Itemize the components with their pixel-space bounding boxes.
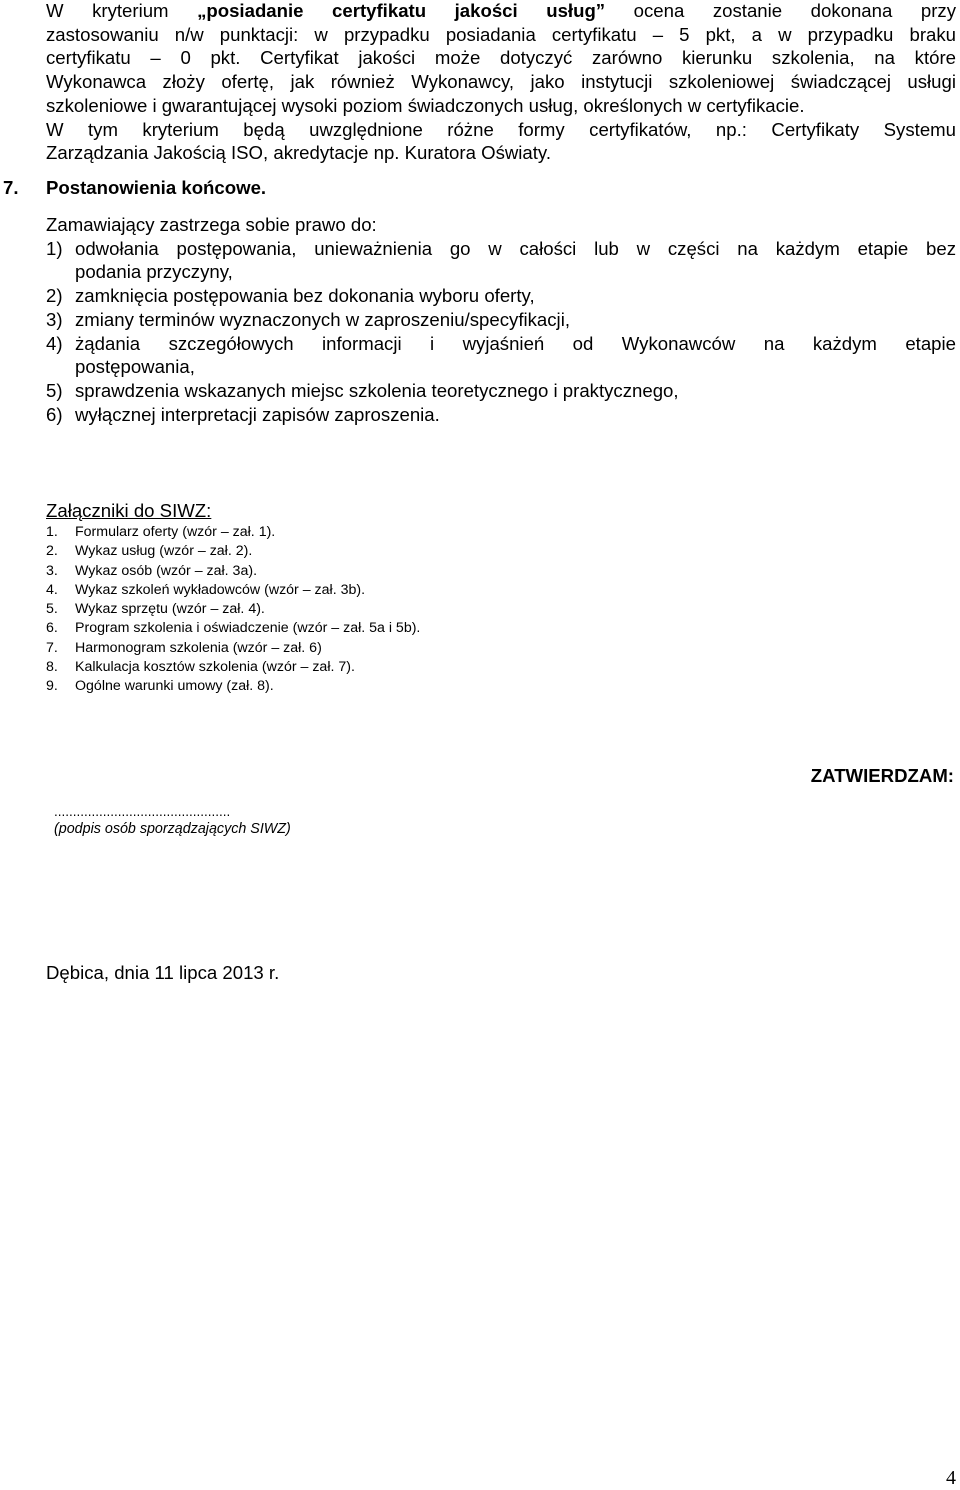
attachments-title: Załączniki do SIWZ: xyxy=(46,500,212,521)
criterion-line-1: W kryterium „posiadanie certyfikatu jakości usług” ocena zostanie dokonana przy xyxy=(46,0,956,21)
list-item: 7. Harmonogram szkolenia (wzór – zał. 6) xyxy=(46,639,322,656)
section-number: 7. xyxy=(3,177,19,198)
page-number: 4 xyxy=(946,1467,956,1489)
rights-list xyxy=(46,213,956,426)
list-item: 2) zamknięcia postępowania bez dokonania wyboru oferty, xyxy=(46,285,535,307)
list-item: 2. Wykaz usług (wzór – zał. 2). xyxy=(46,543,253,560)
criterion-paragraph xyxy=(46,0,956,165)
list-item: 3) zmiany terminów wyznaczonych w zaproszeniu/specyfikacji, xyxy=(46,308,570,330)
attachments-list xyxy=(46,523,420,697)
criterion-line-2: zastosowaniu n/w punktacji: w przypadku posiadania certyfikatu – 5 pkt, a w przypadku braku xyxy=(46,23,956,45)
section-title: Postanowienia końcowe. xyxy=(46,177,267,198)
approval-label: ZATWIERDZAM: xyxy=(810,765,954,786)
list-item: 6. Program szkolenia i oświadczenie (wzór – zał. 5a i 5b). xyxy=(46,620,421,637)
list-item: 1. Formularz oferty (wzór – zał. 1). xyxy=(46,524,276,540)
criterion-line-5: szkoleniowe i gwarantującej wysoki poziom świadczonych usług, określonych w certyfikacie. xyxy=(46,94,805,116)
criterion-line-3: certyfikatu – 0 pkt. Certyfikat jakości może dotyczyć zarówno kierunku szkolenia, na które xyxy=(46,47,956,69)
list-item: 4) żądania szczegółowych informacji i wyjaśnień od Wykonawców na każdym etapie postępowania, xyxy=(46,332,956,378)
list-item: 5) sprawdzenia wskazanych miejsc szkolenia teoretycznego i praktycznego, xyxy=(46,379,679,401)
signature-caption: (podpis osób sporządzających SIWZ) xyxy=(54,821,291,837)
list-item: 9. Ogólne warunki umowy (zał. 8). xyxy=(46,678,274,695)
criterion-line-4: Wykonawca złoży ofertę, jak również Wykonawcy, jako instytucji szkoleniowej świadczącej usługi xyxy=(46,71,956,93)
criterion-name: „posiadanie certyfikatu jakości usług” xyxy=(197,0,606,21)
list-item: 6) wyłącznej interpretacji zapisów zaproszenia. xyxy=(46,403,440,425)
signature-line: ............................................... xyxy=(54,804,231,819)
section-heading xyxy=(3,176,266,200)
place-date: Dębica, dnia 11 lipca 2013 r. xyxy=(46,962,280,983)
criterion-line-7: Zarządzania Jakością ISO, akredytacje np. Kuratora Oświaty. xyxy=(46,142,552,164)
rights-intro: Zamawiający zastrzega sobie prawo do: xyxy=(46,214,377,235)
criterion-line-6: W tym kryterium będą uwzględnione różne formy certyfikatów, np.: Certyfikaty Systemu xyxy=(46,118,956,140)
list-item: 8. Kalkulacja kosztów szkolenia (wzór – zał. 7). xyxy=(46,659,355,676)
list-item: 3. Wykaz osób (wzór – zał. 3a). xyxy=(46,562,258,579)
list-item: 4. Wykaz szkoleń wykładowców (wzór – zał. 3b). xyxy=(46,581,366,598)
list-item: 5. Wykaz sprzętu (wzór – zał. 4). xyxy=(46,601,265,618)
list-item: 1) odwołania postępowania, unieważnienia go w całości lub w części na każdym etapie bez podania przyczyny, xyxy=(46,237,956,283)
